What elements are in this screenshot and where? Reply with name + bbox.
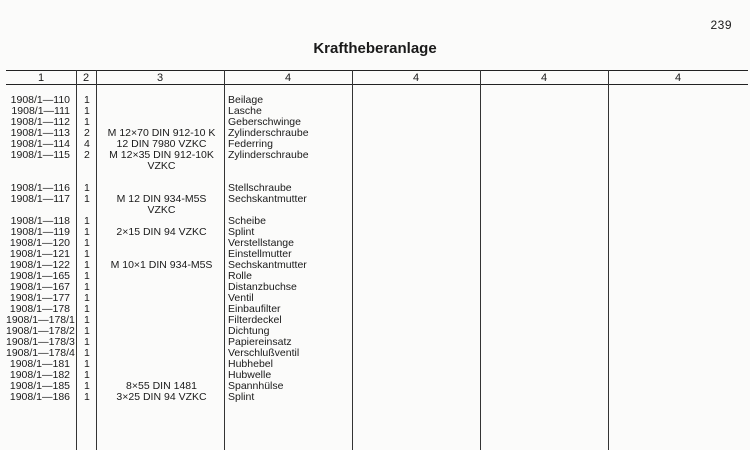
part-number: 1908/1—178/3 [6, 336, 75, 348]
table-top-rule [6, 70, 748, 71]
part-name: Papiereinsatz [228, 336, 292, 348]
part-name: Einstellmutter [228, 248, 292, 260]
part-name: Verschlußventil [228, 347, 300, 359]
table-row [0, 315, 750, 326]
quantity: 1 [84, 314, 90, 326]
part-number: 1908/1—167 [9, 281, 70, 293]
part-number: 1908/1—110 [10, 94, 70, 106]
part-name: Spannhülse [228, 380, 284, 392]
specification: M 12×35 DIN 912-10K [109, 149, 214, 161]
column-header-4: 4 [284, 72, 292, 84]
column-header-1: 1 [37, 72, 45, 84]
table-row [0, 282, 750, 293]
part-number: 1908/1—177 [9, 292, 70, 304]
table-row [0, 381, 750, 392]
quantity: 1 [84, 369, 90, 381]
quantity: 1 [84, 193, 90, 205]
table-row [0, 183, 750, 194]
specification: 3×25 DIN 94 VZKC [116, 391, 207, 403]
table-row [0, 326, 750, 337]
quantity: 1 [84, 215, 90, 227]
part-number: 1908/1—182 [9, 369, 70, 381]
table-row [0, 260, 750, 271]
quantity: 1 [84, 380, 90, 392]
part-name: Einbaufilter [228, 303, 281, 315]
part-number: 1908/1—122 [9, 259, 70, 271]
part-name: Splint [228, 226, 255, 238]
table-row [0, 392, 750, 403]
quantity: 1 [84, 94, 90, 106]
quantity: 1 [84, 292, 90, 304]
table-row [0, 238, 750, 249]
part-name: Rolle [228, 270, 252, 282]
part-number: 1908/1—186 [9, 391, 70, 403]
quantity: 1 [84, 226, 90, 238]
specification: M 12×70 DIN 912-10 K [107, 127, 216, 139]
quantity: 1 [84, 325, 90, 337]
specification: M 10×1 DIN 934-M5S [110, 259, 213, 271]
column-header-3: 3 [156, 72, 164, 84]
part-number: 1908/1—165 [9, 270, 70, 282]
quantity: 1 [84, 336, 90, 348]
part-number: 1908/1—121 [9, 248, 70, 260]
part-number: 1908/1—117 [10, 193, 70, 205]
quantity: 1 [84, 281, 90, 293]
table-row [0, 216, 750, 227]
part-number: 1908/1—120 [9, 237, 70, 249]
quantity: 1 [84, 303, 90, 315]
quantity: 1 [84, 116, 90, 128]
part-name: Sechskantmutter [228, 259, 307, 271]
part-name: Zylinderschraube [228, 149, 309, 161]
part-name: Hubwelle [228, 369, 272, 381]
part-name: Filterdeckel [228, 314, 282, 326]
part-name: Federring [228, 138, 273, 150]
part-number: 1908/1—178/2 [6, 325, 75, 337]
part-name: Dichtung [228, 325, 270, 337]
part-number: 1908/1—185 [9, 380, 70, 392]
page-title: Kraftheberanlage [313, 40, 437, 57]
table-row [0, 194, 750, 216]
table-row [0, 348, 750, 359]
part-name: Splint [228, 391, 255, 403]
part-number: 1908/1—111 [11, 105, 70, 117]
table-row [0, 128, 750, 139]
part-number: 1908/1—118 [10, 215, 70, 227]
part-name: Stellschraube [228, 182, 292, 194]
quantity: 1 [84, 270, 90, 282]
table-row [0, 359, 750, 370]
part-number: 1908/1—178 [9, 303, 70, 315]
table-row [0, 271, 750, 282]
part-number: 1908/1—115 [10, 149, 70, 161]
part-number: 1908/1—116 [10, 182, 70, 194]
column-header-7: 4 [674, 72, 682, 84]
specification: 12 DIN 7980 VZKC [116, 138, 207, 150]
column-header-6: 4 [540, 72, 548, 84]
table-row [0, 95, 750, 106]
part-name: Hubhebel [228, 358, 273, 370]
part-number: 1908/1—178/1 [6, 314, 75, 326]
part-number: 1908/1—114 [10, 138, 70, 150]
quantity: 1 [84, 105, 90, 117]
part-name: Geberschwinge [228, 116, 301, 128]
specification-continuation: VZKC [147, 160, 176, 172]
part-name: Scheibe [228, 215, 266, 227]
quantity: 1 [84, 237, 90, 249]
table-row [0, 227, 750, 238]
part-number: 1908/1—119 [10, 226, 70, 238]
part-number: 1908/1—178/4 [6, 347, 75, 359]
specification: M 12 DIN 934-M5S [116, 193, 207, 205]
part-name: Zylinderschraube [228, 127, 309, 139]
quantity: 1 [84, 391, 90, 403]
header-bottom-rule [6, 84, 748, 85]
table-row [0, 293, 750, 304]
quantity: 1 [84, 358, 90, 370]
part-name: Verstellstange [228, 237, 294, 249]
quantity: 1 [84, 259, 90, 271]
part-name: Lasche [228, 105, 262, 117]
part-number: 1908/1—181 [9, 358, 70, 370]
part-name: Beilage [228, 94, 264, 106]
quantity: 1 [84, 347, 90, 359]
table-row [0, 150, 750, 172]
column-header-2: 2 [82, 72, 90, 84]
specification: 2×15 DIN 94 VZKC [116, 226, 207, 238]
part-name: Distanzbuchse [228, 281, 297, 293]
quantity: 1 [84, 182, 90, 194]
parts-table-body [0, 95, 750, 403]
part-number: 1908/1—112 [10, 116, 70, 128]
specification-continuation: VZKC [147, 204, 176, 216]
table-row [0, 370, 750, 381]
quantity: 2 [84, 127, 90, 139]
part-name: Ventil [228, 292, 254, 304]
part-number: 1908/1—113 [10, 127, 70, 139]
column-header-5: 4 [412, 72, 420, 84]
table-row [0, 304, 750, 315]
quantity: 2 [84, 149, 90, 161]
quantity: 1 [84, 248, 90, 260]
part-name: Sechskantmutter [228, 193, 307, 205]
specification: 8×55 DIN 1481 [126, 380, 197, 392]
table-row [0, 106, 750, 117]
quantity: 4 [84, 138, 90, 150]
page-number: 239 [710, 18, 732, 32]
table-row [0, 337, 750, 348]
